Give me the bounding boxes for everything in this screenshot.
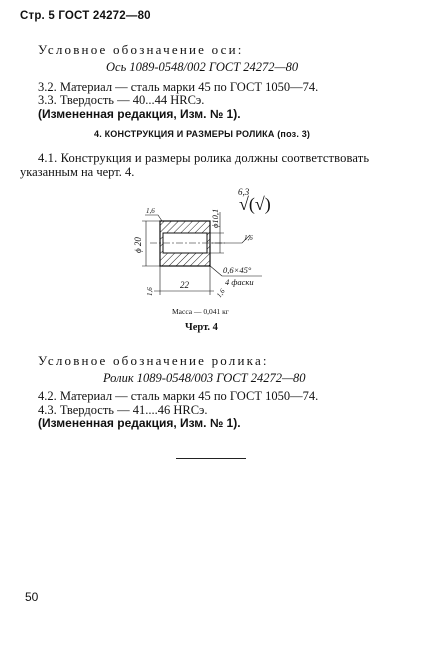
drawing-caption: Черт. 4 — [185, 322, 218, 333]
section-4-1-line2: указанным на черт. 4. — [20, 165, 135, 179]
roughness-symbol: √(√) — [239, 194, 271, 214]
dim-bore-diameter: ϕ10,1 — [210, 208, 220, 228]
chamfer-note: 4 фаски — [225, 277, 254, 287]
roughness-right: 1,6 — [244, 234, 253, 242]
axle-hardness: 3.3. Твердость — 40...44 HRCэ. — [38, 93, 205, 107]
section-divider — [176, 458, 246, 459]
dim-outer-diameter: ϕ 20 — [133, 237, 143, 253]
roller-material: 4.2. Материал — сталь марки 45 по ГОСТ 1050—74. — [38, 389, 319, 403]
roughness-bottom-left: 1,6 — [146, 287, 154, 296]
axle-revision-note: (Измененная редакция, Изм. № 1). — [38, 107, 241, 121]
dim-length: 22 — [180, 280, 189, 290]
roughness-top-left: 1,6 — [146, 207, 155, 215]
roller-designation-label: Условное обозначение ролика: — [38, 353, 269, 368]
roller-revision-note: (Измененная редакция, Изм. № 1). — [38, 416, 241, 430]
chamfer-dimension: 0,6×45° — [223, 265, 252, 275]
roller-hardness: 4.3. Твердость — 41....46 HRCэ. — [38, 403, 208, 417]
roller-drawing — [0, 180, 431, 330]
mass-note: Масса — 0,041 кг — [172, 307, 229, 316]
roller-designation: Ролик 1089-0548/003 ГОСТ 24272—80 — [103, 371, 306, 385]
section-4-1-line1: 4.1. Конструкция и размеры ролика должны соответствовать — [38, 151, 370, 165]
page-header: Стр. 5 ГОСТ 24272—80 — [20, 10, 151, 22]
axle-designation-label: Условное обозначение оси: — [38, 42, 244, 57]
axle-material: 3.2. Материал — сталь марки 45 по ГОСТ 1050—74. — [38, 80, 319, 94]
roughness-value: 6,3 — [238, 187, 250, 197]
page-number: 50 — [25, 590, 39, 604]
roughness-bottom-right: 1,6 — [215, 287, 227, 300]
axle-designation: Ось 1089-0548/002 ГОСТ 24272—80 — [106, 60, 299, 74]
section-4-title: 4. КОНСТРУКЦИЯ И РАЗМЕРЫ РОЛИКА (поз. 3) — [94, 129, 311, 139]
